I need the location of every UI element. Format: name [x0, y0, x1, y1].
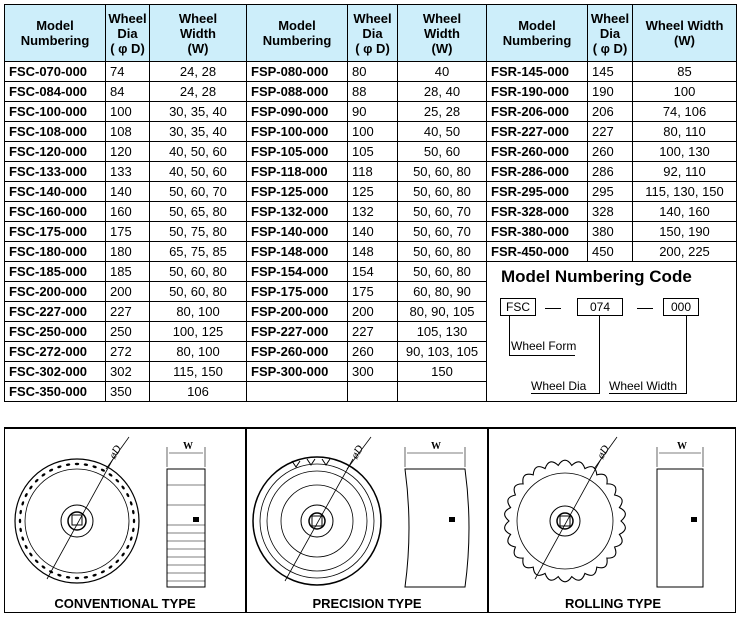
code-title: Model Numbering Code — [501, 267, 692, 286]
fsp-model-cell: FSP-148-000 — [247, 242, 348, 262]
fsc-width-cell: 50, 60, 80 — [150, 262, 247, 282]
fsp-width-cell: 40 — [398, 62, 487, 82]
fsc-model-cell: FSC-185-000 — [5, 262, 106, 282]
fsp-width-cell: 60, 80, 90 — [398, 282, 487, 302]
rolling-panel — [487, 429, 737, 613]
spec-sheet — [4, 4, 736, 613]
fsp-width-cell: 50, 60, 80 — [398, 182, 487, 202]
table-row — [5, 62, 737, 82]
fsr-width-cell: 100 — [633, 82, 737, 102]
fsr-model-cell: FSR-295-000 — [487, 182, 588, 202]
model-numbering-code — [487, 262, 737, 402]
diagram-strip — [4, 427, 736, 613]
fsp-model-header: Model Numbering — [247, 5, 348, 62]
fsc-dia-cell: 120 — [106, 142, 150, 162]
table-row — [5, 182, 737, 202]
fsr-width-cell: 200, 225 — [633, 242, 737, 262]
fsc-dia-cell: 160 — [106, 202, 150, 222]
code-form-box: FSC — [500, 298, 536, 316]
fsr-model-cell: FSR-145-000 — [487, 62, 588, 82]
fsc-model-cell: FSC-100-000 — [5, 102, 106, 122]
fsp-dia-cell: 200 — [348, 302, 398, 322]
fsp-dia-cell: 140 — [348, 222, 398, 242]
fsc-model-header: Model Numbering — [5, 5, 106, 62]
fsp-model-cell: FSP-090-000 — [247, 102, 348, 122]
fsp-width-cell: 50, 60, 70 — [398, 202, 487, 222]
fsc-width-cell: 50, 75, 80 — [150, 222, 247, 242]
fsc-width-cell: 24, 28 — [150, 82, 247, 102]
fsc-width-cell: 30, 35, 40 — [150, 122, 247, 142]
fsr-dia-cell: 227 — [588, 122, 633, 142]
fsc-model-cell: FSC-120-000 — [5, 142, 106, 162]
code-dia-box: 074 — [577, 298, 623, 316]
fsc-dia-header: Wheel Dia ( φ D) — [106, 5, 150, 62]
fsp-model-cell: FSP-227-000 — [247, 322, 348, 342]
fsr-dia-cell: 328 — [588, 202, 633, 222]
fsc-dia-cell: 350 — [106, 382, 150, 402]
wheel-width-label: Wheel Width — [609, 379, 678, 393]
fsc-dia-cell: 250 — [106, 322, 150, 342]
fsp-dia-header: Wheel Dia ( φ D) — [348, 5, 398, 62]
fsp-model-cell: FSP-154-000 — [247, 262, 348, 282]
fsp-width-cell: 50, 60, 80 — [398, 242, 487, 262]
fsc-model-cell: FSC-250-000 — [5, 322, 106, 342]
fsc-dia-cell: 133 — [106, 162, 150, 182]
fsp-width-cell: 40, 50 — [398, 122, 487, 142]
code-dash — [545, 308, 561, 309]
fsr-width-cell: 150, 190 — [633, 222, 737, 242]
fsp-dia-cell — [348, 382, 398, 402]
fsr-dia-cell: 260 — [588, 142, 633, 162]
fsc-width-cell: 40, 50, 60 — [150, 162, 247, 182]
fsc-model-cell: FSC-108-000 — [5, 122, 106, 142]
fsc-dia-cell: 84 — [106, 82, 150, 102]
fsr-model-cell: FSR-380-000 — [487, 222, 588, 242]
fsc-model-cell: FSC-200-000 — [5, 282, 106, 302]
fsp-width-cell: 28, 40 — [398, 82, 487, 102]
fsc-width-header: Wheel Width (W) — [150, 5, 247, 62]
fsp-dia-cell: 132 — [348, 202, 398, 222]
fsp-width-cell: 50, 60, 70 — [398, 222, 487, 242]
fsc-dia-cell: 140 — [106, 182, 150, 202]
rolling-type-label: ROLLING TYPE — [564, 596, 662, 611]
conventional-dia-label: øD — [106, 443, 125, 461]
fsp-dia-cell: 118 — [348, 162, 398, 182]
fsc-width-cell: 50, 65, 80 — [150, 202, 247, 222]
fsp-model-cell — [247, 382, 348, 402]
fsp-width-header: Wheel Width (W) — [398, 5, 487, 62]
precision-dia-label: øD — [348, 443, 367, 461]
fsp-dia-cell: 100 — [348, 122, 398, 142]
fsc-dia-cell: 185 — [106, 262, 150, 282]
fsc-width-cell: 80, 100 — [150, 342, 247, 362]
fsc-dia-cell: 74 — [106, 62, 150, 82]
fsp-width-cell — [398, 382, 487, 402]
fsp-model-cell: FSP-080-000 — [247, 62, 348, 82]
fsp-model-cell: FSP-260-000 — [247, 342, 348, 362]
fsc-model-cell: FSC-084-000 — [5, 82, 106, 102]
fsp-model-cell: FSP-300-000 — [247, 362, 348, 382]
fsc-dia-cell: 200 — [106, 282, 150, 302]
fsp-model-cell: FSP-105-000 — [247, 142, 348, 162]
fsr-width-cell: 92, 110 — [633, 162, 737, 182]
wheel-dia-label: Wheel Dia — [531, 379, 587, 393]
fsr-dia-cell: 450 — [588, 242, 633, 262]
fsr-width-cell: 74, 106 — [633, 102, 737, 122]
fsr-dia-cell: 206 — [588, 102, 633, 122]
fsc-model-cell: FSC-133-000 — [5, 162, 106, 182]
fsc-width-cell: 50, 60, 70 — [150, 182, 247, 202]
fsp-width-cell: 25, 28 — [398, 102, 487, 122]
fsp-width-cell: 50, 60, 80 — [398, 162, 487, 182]
fsp-width-cell: 90, 103, 105 — [398, 342, 487, 362]
fsc-model-cell: FSC-350-000 — [5, 382, 106, 402]
table-row — [5, 102, 737, 122]
fsr-model-cell: FSR-450-000 — [487, 242, 588, 262]
conventional-panel — [5, 429, 245, 613]
fsc-dia-cell: 272 — [106, 342, 150, 362]
fsc-width-cell: 115, 150 — [150, 362, 247, 382]
fsr-dia-header: Wheel Dia ( φ D) — [588, 5, 633, 62]
fsp-dia-cell: 154 — [348, 262, 398, 282]
table-row — [5, 142, 737, 162]
rolling-dia-label: øD — [594, 443, 613, 461]
model-table — [4, 4, 737, 402]
fsr-model-cell: FSR-227-000 — [487, 122, 588, 142]
fsc-dia-cell: 108 — [106, 122, 150, 142]
table-row — [5, 122, 737, 142]
fsp-width-cell: 50, 60, 80 — [398, 262, 487, 282]
rolling-width-label: W — [677, 441, 687, 452]
fsp-model-cell: FSP-125-000 — [247, 182, 348, 202]
fsp-dia-cell: 227 — [348, 322, 398, 342]
fsc-model-cell: FSC-175-000 — [5, 222, 106, 242]
fsp-width-cell: 50, 60 — [398, 142, 487, 162]
fsr-dia-cell: 295 — [588, 182, 633, 202]
fsr-model-cell: FSR-286-000 — [487, 162, 588, 182]
fsp-model-cell: FSP-175-000 — [247, 282, 348, 302]
fsc-width-cell: 100, 125 — [150, 322, 247, 342]
fsp-dia-cell: 125 — [348, 182, 398, 202]
fsc-dia-cell: 227 — [106, 302, 150, 322]
fsr-model-cell: FSR-190-000 — [487, 82, 588, 102]
fsr-dia-cell: 286 — [588, 162, 633, 182]
fsc-width-cell: 40, 50, 60 — [150, 142, 247, 162]
fsc-dia-cell: 302 — [106, 362, 150, 382]
fsc-width-cell: 65, 75, 85 — [150, 242, 247, 262]
fsp-model-cell: FSP-118-000 — [247, 162, 348, 182]
fsc-dia-cell: 100 — [106, 102, 150, 122]
fsp-model-cell: FSP-132-000 — [247, 202, 348, 222]
precision-wheel-drawing — [247, 429, 487, 613]
fsc-model-cell: FSC-227-000 — [5, 302, 106, 322]
code-width-box: 000 — [663, 298, 699, 316]
fsp-model-cell: FSP-088-000 — [247, 82, 348, 102]
fsc-model-cell: FSC-070-000 — [5, 62, 106, 82]
precision-panel — [245, 429, 487, 613]
fsr-model-cell: FSR-328-000 — [487, 202, 588, 222]
fsc-model-cell: FSC-180-000 — [5, 242, 106, 262]
wheel-form-label: Wheel Form — [511, 339, 577, 353]
fsc-width-cell: 30, 35, 40 — [150, 102, 247, 122]
fsr-width-cell: 115, 130, 150 — [633, 182, 737, 202]
fsc-model-cell: FSC-140-000 — [5, 182, 106, 202]
fsc-model-cell: FSC-160-000 — [5, 202, 106, 222]
fsr-model-cell: FSR-206-000 — [487, 102, 588, 122]
fsc-model-cell: FSC-302-000 — [5, 362, 106, 382]
fsp-width-cell: 150 — [398, 362, 487, 382]
fsc-width-cell: 106 — [150, 382, 247, 402]
fsp-width-cell: 80, 90, 105 — [398, 302, 487, 322]
fsp-dia-cell: 80 — [348, 62, 398, 82]
fsp-dia-cell: 105 — [348, 142, 398, 162]
conventional-type-label: CONVENTIONAL TYPE — [54, 596, 196, 611]
table-row — [5, 242, 737, 262]
fsr-model-header: Model Numbering — [487, 5, 588, 62]
fsp-dia-cell: 88 — [348, 82, 398, 102]
conventional-wheel-drawing — [5, 429, 245, 613]
fsc-width-cell: 24, 28 — [150, 62, 247, 82]
table-row — [5, 82, 737, 102]
fsp-dia-cell: 148 — [348, 242, 398, 262]
fsr-dia-cell: 190 — [588, 82, 633, 102]
fsp-dia-cell: 300 — [348, 362, 398, 382]
fsr-dia-cell: 145 — [588, 62, 633, 82]
fsp-width-cell: 105, 130 — [398, 322, 487, 342]
fsr-width-cell: 140, 160 — [633, 202, 737, 222]
fsp-model-cell: FSP-200-000 — [247, 302, 348, 322]
fsp-dia-cell: 260 — [348, 342, 398, 362]
conventional-width-label: W — [183, 441, 193, 452]
fsr-dia-cell: 380 — [588, 222, 633, 242]
fsc-dia-cell: 175 — [106, 222, 150, 242]
fsr-width-cell: 80, 110 — [633, 122, 737, 142]
fsr-model-cell: FSR-260-000 — [487, 142, 588, 162]
fsp-dia-cell: 175 — [348, 282, 398, 302]
header-row — [5, 5, 737, 62]
fsp-model-cell: FSP-140-000 — [247, 222, 348, 242]
code-dash — [637, 308, 653, 309]
precision-width-label: W — [431, 441, 441, 452]
fsr-width-cell: 85 — [633, 62, 737, 82]
fsc-width-cell: 80, 100 — [150, 302, 247, 322]
fsc-dia-cell: 180 — [106, 242, 150, 262]
fsr-width-cell: 100, 130 — [633, 142, 737, 162]
fsc-model-cell: FSC-272-000 — [5, 342, 106, 362]
fsp-dia-cell: 90 — [348, 102, 398, 122]
fsp-model-cell: FSP-100-000 — [247, 122, 348, 142]
table-row — [5, 262, 737, 282]
precision-type-label: PRECISION TYPE — [312, 596, 422, 611]
fsr-width-header: Wheel Width (W) — [633, 5, 737, 62]
table-row — [5, 202, 737, 222]
rolling-wheel-drawing — [489, 429, 737, 613]
table-row — [5, 222, 737, 242]
fsc-width-cell: 50, 60, 80 — [150, 282, 247, 302]
table-row — [5, 162, 737, 182]
